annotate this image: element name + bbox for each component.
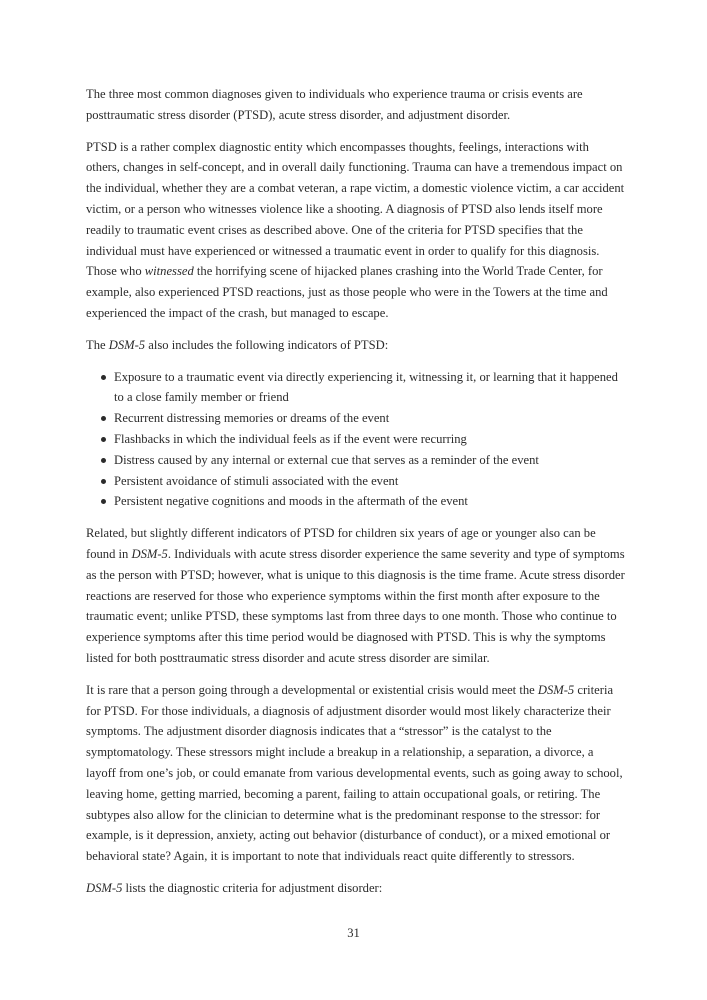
paragraph-text: PTSD is a rather complex diagnostic entity which encompasses thoughts, feelings, interactions with others, changes in self-concept, and in overall daily functioning. Trauma can have a tremendous impact on the individual, whether they are a combat veteran, a rape victim, a domestic violence victim, a car accident victim, or a person who witnesses violence like a shooting. A diagnosis of PTSD also lends itself more readily to traumatic event crises as described above. One of the criteria for PTSD specifies that the individual must have experienced or witnessed a traumatic event in order to qualify for this diagnosis. Those who xyxy=(86,139,625,279)
paragraph-text: The xyxy=(86,337,109,352)
emphasis-text: witnessed xyxy=(144,264,194,279)
paragraph-text: criteria for PTSD. For those individuals, a diagnosis of adjustment disorder would most likely characterize their symptoms. The adjustment disorder diagnosis indicates that a “stressor” is the catalyst to the symptomatology. These stressors might include a breakup in a relationship, a separation, a divorce, a layoff from one’s job, or could emanate from various developmental events, such as going away to school, leaving home, getting married, becoming a parent, failing to attain occupational goals, or retiring. The subtypes also allow for the clinician to determine what is the predominant response to the stressor: for example, is it depression, anxiety, acting out behavior (disturbance of conduct), or a mixed emotional or behavioral state? Again, it is important to note that individuals react quite differently to stressors. xyxy=(86,682,623,864)
paragraph-text: the horrifying scene of hijacked planes crashing into the World Trade Center, for example, also experienced PTSD reactions, just as those people who were in the Towers at the time and experienced the impact of the crash, but managed to escape. xyxy=(86,264,608,320)
list-item: Persistent negative cognitions and moods in the aftermath of the event xyxy=(86,491,626,512)
ptsd-indicator-list xyxy=(86,367,626,513)
emphasis-text: DSM-5 xyxy=(537,682,575,697)
emphasis-text: DSM-5 xyxy=(86,880,123,895)
paragraph-adjustment xyxy=(86,680,626,867)
paragraph-text: Related, but slightly different indicators of PTSD for children six years of age or younger also can be found in xyxy=(86,526,596,561)
paragraph-acute-stress xyxy=(86,523,626,669)
emphasis-text: DSM-5 xyxy=(108,337,146,352)
paragraph-intro xyxy=(86,84,626,126)
list-item: Distress caused by any internal or external cue that serves as a reminder of the event xyxy=(86,450,626,471)
list-item: Recurrent distressing memories or dreams of the event xyxy=(86,408,626,429)
paragraph-text: It is rare that a person going through a developmental or existential crisis would meet the xyxy=(86,682,538,697)
paragraph-text: The three most common diagnoses given to individuals who experience trauma or crisis events are posttraumatic stress disorder (PTSD), acute stress disorder, and adjustment disorder. xyxy=(86,87,583,122)
list-item: Flashbacks in which the individual feels as if the event were recurring xyxy=(86,429,626,450)
paragraph-text: also includes the following indicators of PTSD: xyxy=(145,337,389,352)
paragraph-criteria-intro xyxy=(86,878,626,899)
paragraph-text: . Individuals with acute stress disorder experience the same severity and type of symptoms as the person with PTSD; however, what is unique to this diagnosis is the time frame. Acute stress disorder reactions are reserved for those who experience symptoms within the first month after exposure to the traumatic event; unlike PTSD, these symptoms last from three days to one month. Those who continue to experience symptoms after this time period would be diagnosed with PTSD. This is why the symptoms listed for both posttraumatic stress disorder and acute stress disorder are similar. xyxy=(86,546,625,665)
emphasis-text: DSM-5 xyxy=(131,546,168,561)
page-number: 31 xyxy=(347,926,360,940)
list-item: Exposure to a traumatic event via directly experiencing it, witnessing it, or learning that it happened to a close family member or friend xyxy=(86,367,626,409)
body-text xyxy=(86,84,626,910)
list-item: Persistent avoidance of stimuli associated with the event xyxy=(86,471,626,492)
paragraph-ptsd xyxy=(86,137,626,324)
paragraph-indicators-intro xyxy=(86,335,626,356)
paragraph-text: lists the diagnostic criteria for adjustment disorder: xyxy=(122,880,383,895)
